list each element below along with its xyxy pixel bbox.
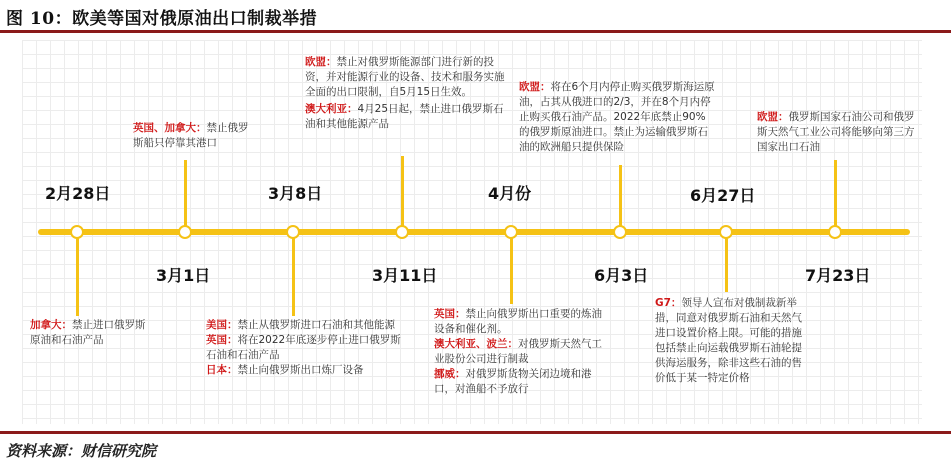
country-label: 英国： xyxy=(434,308,466,320)
note-text: 对俄罗斯天然气工业股份公司进行制裁 xyxy=(434,338,602,365)
figure-title: 图 10：欧美等国对俄原油出口制裁举措 xyxy=(6,9,318,29)
stem-3 xyxy=(292,232,295,316)
stem-7 xyxy=(725,232,728,292)
stem-4 xyxy=(401,156,404,232)
timeline-node xyxy=(70,225,84,239)
country-label: G7： xyxy=(655,297,682,309)
timeline-node xyxy=(286,225,300,239)
country-label: 澳大利亚： xyxy=(305,103,358,115)
note-text: 将在2022年底逐步停止进口俄罗斯石油和石油产品 xyxy=(206,334,401,361)
timeline-axis xyxy=(38,229,910,235)
note-text: 禁止向俄罗斯出口重要的炼油设备和催化剂。 xyxy=(434,308,602,335)
country-label: 欧盟： xyxy=(519,81,551,93)
title-rule xyxy=(0,30,951,33)
note-entry xyxy=(305,102,513,132)
country-label: 挪威： xyxy=(434,368,466,380)
date-label: 3月8日 xyxy=(268,184,323,203)
note-text: 4月25日起，禁止进口俄罗斯石油和其他能源产品 xyxy=(305,103,504,130)
timeline-node xyxy=(613,225,627,239)
stem-5 xyxy=(510,232,513,304)
country-label: 英国： xyxy=(206,334,238,346)
note-entry xyxy=(655,296,807,386)
note-text: 对俄罗斯货物关闭边境和港口，对渔船不予放行 xyxy=(434,368,592,395)
date-label: 6月27日 xyxy=(690,186,756,205)
note-entry xyxy=(434,337,604,367)
date-label: 4月份 xyxy=(488,184,532,203)
timeline-node xyxy=(178,225,192,239)
note-text: 领导人宣布对俄制裁新举措，同意对俄罗斯石油和天然气进口设置价格上限。可能的措施包括禁止向运载俄罗斯石油轮提供海运服务，除非这些石油的售价低于某一特定价格 xyxy=(655,297,802,384)
stem-6 xyxy=(619,165,622,232)
country-label: 欧盟： xyxy=(757,111,789,123)
timeline-node xyxy=(504,225,518,239)
country-label: 英国、加拿大： xyxy=(133,122,207,134)
source-note: 资料来源：财信研究院 xyxy=(6,442,157,460)
date-label: 3月11日 xyxy=(372,266,438,285)
note-box xyxy=(305,55,513,132)
note-entry xyxy=(434,367,604,397)
note-box xyxy=(434,307,604,397)
note-box xyxy=(133,121,253,151)
note-box xyxy=(757,110,917,155)
note-text: 禁止从俄罗斯进口石油和其他能源 xyxy=(237,319,395,331)
date-label: 3月1日 xyxy=(156,266,211,285)
note-entry xyxy=(757,110,917,155)
note-box xyxy=(519,80,716,155)
country-label: 加拿大： xyxy=(30,319,72,331)
note-text: 禁止进口俄罗斯原油和石油产品 xyxy=(30,319,146,346)
note-text: 禁止俄罗斯船只停靠其港口 xyxy=(133,122,249,149)
country-label: 欧盟： xyxy=(305,56,337,68)
note-box xyxy=(30,318,148,348)
note-text: 禁止对俄罗斯能源部门进行新的投资，并对能源行业的设备、技术和服务实施全面的出口限制，自5月15日生效。 xyxy=(305,56,505,98)
note-box xyxy=(655,296,807,386)
stem-8 xyxy=(834,160,837,232)
date-label: 7月23日 xyxy=(805,266,871,285)
stem-1 xyxy=(76,232,79,316)
timeline-node xyxy=(719,225,733,239)
stem-2 xyxy=(184,160,187,232)
note-entry xyxy=(305,55,513,100)
note-entry xyxy=(206,363,402,378)
date-label: 2月28日 xyxy=(45,184,111,203)
country-label: 澳大利亚、波兰： xyxy=(434,338,518,350)
timeline-node xyxy=(828,225,842,239)
note-text: 将在6个月内停止购买俄罗斯海运原油，占其从俄进口的2/3，并在8个月内停止购买俄石油产品。2022年底禁止90%的俄罗斯原油进口。禁止为运输俄罗斯石油的欧洲船只提供保险 xyxy=(519,81,715,153)
note-text: 禁止向俄罗斯出口炼厂设备 xyxy=(237,364,364,376)
note-box xyxy=(206,318,402,378)
note-entry xyxy=(519,80,716,155)
country-label: 美国： xyxy=(206,319,238,331)
date-label: 6月3日 xyxy=(594,266,649,285)
note-entry xyxy=(30,318,148,348)
note-entry xyxy=(206,333,402,363)
country-label: 日本： xyxy=(206,364,238,376)
note-entry xyxy=(434,307,604,337)
source-rule xyxy=(0,431,951,434)
note-entry xyxy=(206,318,402,333)
note-text: 俄罗斯国家石油公司和俄罗斯天然气工业公司将能够向第三方国家出口石油 xyxy=(757,111,915,153)
note-entry xyxy=(133,121,253,151)
timeline-node xyxy=(395,225,409,239)
